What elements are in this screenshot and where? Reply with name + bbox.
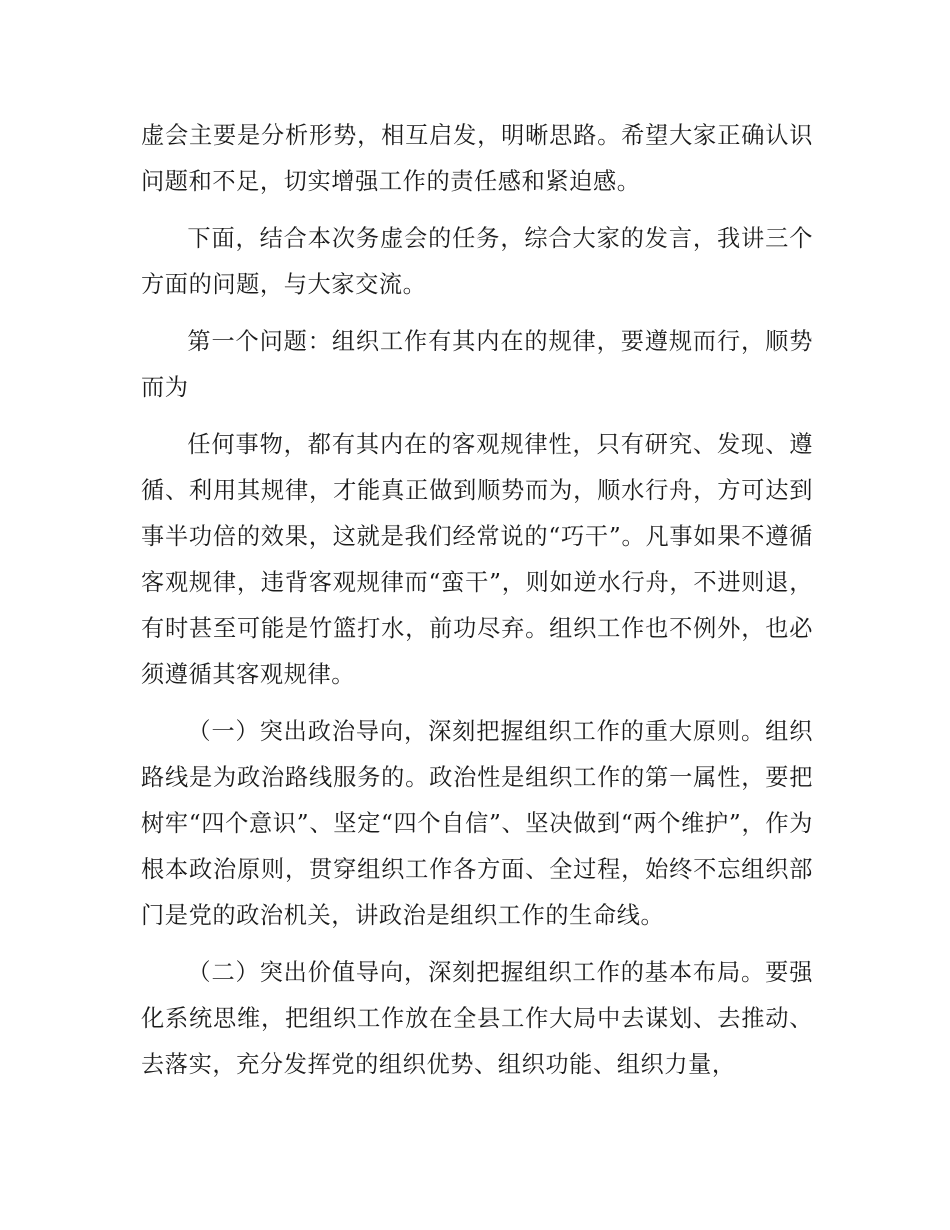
section-heading-1: 第一个问题：组织工作有其内在的规律，要遵规而行，顺势而为 [141,328,813,401]
subsection-1: （一）突出政治导向，深刻把握组织工作的重大原则。组织路线是为政治路线服务的。政治性是组织工作的第一属性，要把树牢“四个意识”、坚定“四个自信”、坚决做到“两个维护”，作为根本政治原则，贯穿组织工作各方面、全过程，始终不忘组织部门是党的政治机关，讲政治是组织工作的生命线。 [141,718,813,929]
document-body [141,113,813,1099]
subsection-2: （二）突出价值导向，深刻把握组织工作的基本布局。要强化系统思维，把组织工作放在全县工作大局中去谋划、去推动、去落实，充分发挥党的组织优势、组织功能、组织力量， [141,959,813,1078]
paragraph-2: 下面，结合本次务虚会的任务，综合大家的发言，我讲三个方面的问题，与大家交流。 [141,225,813,298]
paragraph-1: 虚会主要是分析形势，相互启发，明晰思路。希望大家正确认识问题和不足，切实增强工作的责任感和紧迫感。 [141,122,813,195]
paragraph-3: 任何事物，都有其内在的客观规律性，只有研究、发现、遵循、利用其规律，才能真正做到顺势而为，顺水行舟，方可达到事半功倍的效果，这就是我们经常说的“巧干”。凡事如果不遵循客观规律，违背客观规律而“蛮干”，则如逆水行舟，不进则退，有时甚至可能是竹篮打水，前功尽弃。组织工作也不例外，也必须遵循其客观规律。 [141,431,813,688]
